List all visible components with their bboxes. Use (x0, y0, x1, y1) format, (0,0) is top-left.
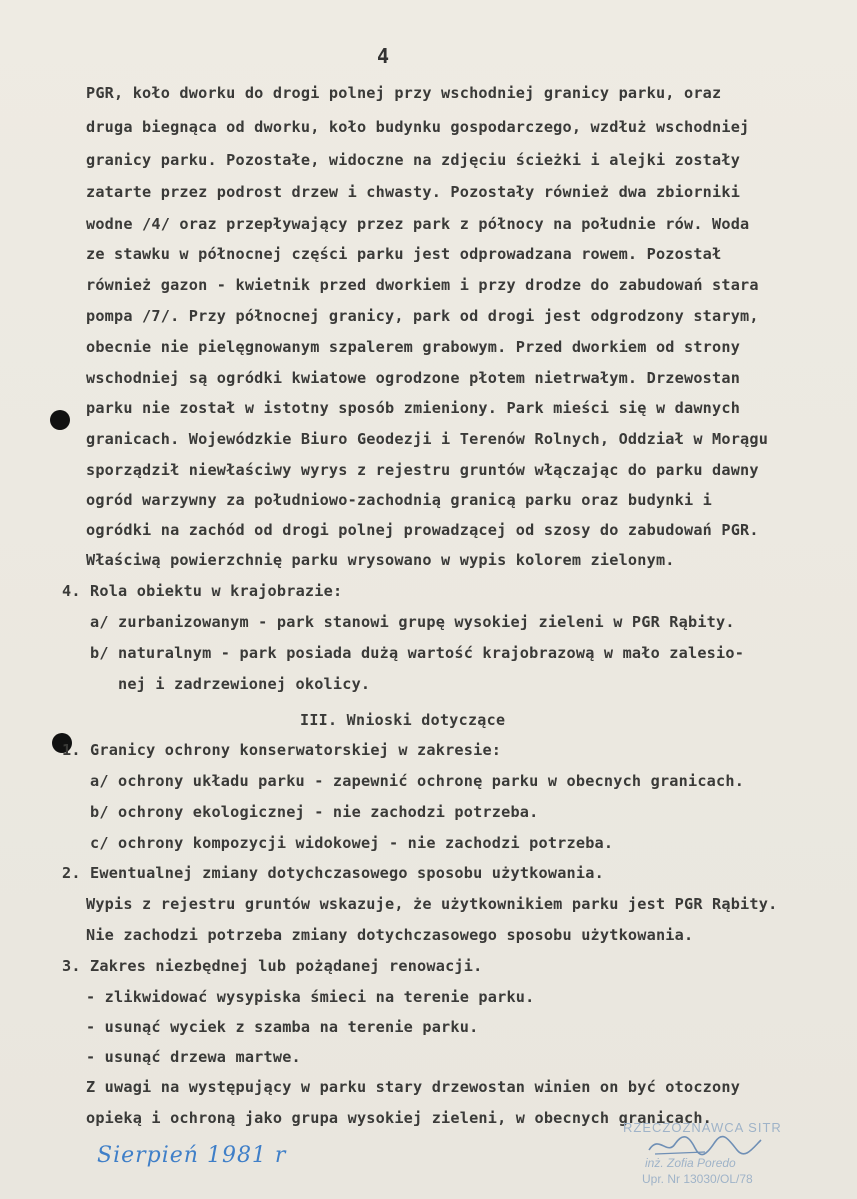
text-line: obecnie nie pielęgnowanym szpalerem grabowym. Przed dworkiem od strony (86, 338, 741, 356)
list-item: a/ ochrony układu parku - zapewnić ochronę parku w obecnych granicach. (90, 772, 745, 790)
list-item: b/ ochrony ekologicznej - nie zachodzi potrzeba. (90, 803, 539, 821)
text-line: Z uwagi na występujący w parku stary drzewostan winien on być otoczony (86, 1078, 741, 1096)
text-line: wschodniej są ogródki kwiatowe ogrodzone płotem nietrwałym. Drzewostan (86, 369, 741, 387)
subsection-3-heading: 3. Zakres niezbędnej lub pożądanej renowacji. (62, 957, 483, 975)
text-line: granicach. Wojewódzkie Biuro Geodezji i Terenów Rolnych, Oddział w Morągu (86, 430, 769, 448)
stamp-name: inż. Zofia Poredo (645, 1156, 736, 1170)
list-item: - usunąć wyciek z szamba na terenie parku. (86, 1018, 479, 1036)
subsection-1-heading: 1. Granicy ochrony konserwatorskiej w zakresie: (62, 741, 502, 759)
text-line: wodne /4/ oraz przepływający przez park z północy na południe rów. Woda (86, 215, 750, 233)
section-iii-heading: III. Wnioski dotyczące (300, 711, 506, 729)
text-line: granicy parku. Pozostałe, widoczne na zdjęciu ścieżki i alejki zostały (86, 151, 741, 169)
list-item: a/ zurbanizowanym - park stanowi grupę wysokiej zieleni w PGR Rąbity. (90, 613, 735, 631)
list-item: c/ ochrony kompozycji widokowej - nie zachodzi potrzeba. (90, 834, 614, 852)
text-line: PGR, koło dworku do drogi polnej przy wschodniej granicy parku, oraz (86, 84, 722, 102)
handwritten-date: Sierpień 1981 r (97, 1143, 287, 1168)
text-line: również gazon - kwietnik przed dworkiem i przy drodze do zabudowań stara (86, 276, 759, 294)
list-item: - usunąć drzewa martwe. (86, 1048, 301, 1066)
text-line: opieką i ochroną jako grupa wysokiej zieleni, w obecnych granicach. (86, 1109, 713, 1127)
text-line: Nie zachodzi potrzeba zmiany dotychczasowego sposobu użytkowania. (86, 926, 694, 944)
page-number: 4 (377, 44, 390, 68)
text-line: ogród warzywny za południowo-zachodnią granicą parku oraz budynki i (86, 491, 713, 509)
stamp-license: Upr. Nr 13030/OL/78 (642, 1172, 753, 1186)
text-line: ze stawku w północnej części parku jest odprowadzana rowem. Pozostał (86, 245, 722, 263)
punch-hole-top (50, 410, 70, 430)
text-line: ogródki na zachód od drogi polnej prowadzącej od szosy do zabudowań PGR. (86, 521, 759, 539)
certification-stamp (615, 1118, 805, 1193)
text-line: parku nie został w istotny sposób zmieniony. Park mieści się w dawnych (86, 399, 741, 417)
list-item: - zlikwidować wysypiska śmieci na terenie parku. (86, 988, 535, 1006)
stamp-title: RZECZOZNAWCA SITR (623, 1120, 782, 1135)
text-line: Właściwą powierzchnię parku wrysowano w wypis kolorem zielonym. (86, 551, 675, 569)
text-line: druga biegnąca od dworku, koło budynku gospodarczego, wzdłuż wschodniej (86, 118, 750, 136)
text-line: sporządził niewłaściwy wyrys z rejestru gruntów włączając do parku dawny (86, 461, 759, 479)
text-line: Wypis z rejestru gruntów wskazuje, że użytkownikiem parku jest PGR Rąbity. (86, 895, 778, 913)
subsection-2-heading: 2. Ewentualnej zmiany dotychczasowego sposobu użytkowania. (62, 864, 604, 882)
text-line: zatarte przez podrost drzew i chwasty. Pozostały również dwa zbiorniki (86, 183, 741, 201)
list-item: nej i zadrzewionej okolicy. (118, 675, 371, 693)
section-4-heading: 4. Rola obiektu w krajobrazie: (62, 582, 343, 600)
list-item: b/ naturalnym - park posiada dużą wartość krajobrazową w mało zalesio- (90, 644, 745, 662)
text-line: pompa /7/. Przy północnej granicy, park od drogi jest odgrodzony starym, (86, 307, 759, 325)
